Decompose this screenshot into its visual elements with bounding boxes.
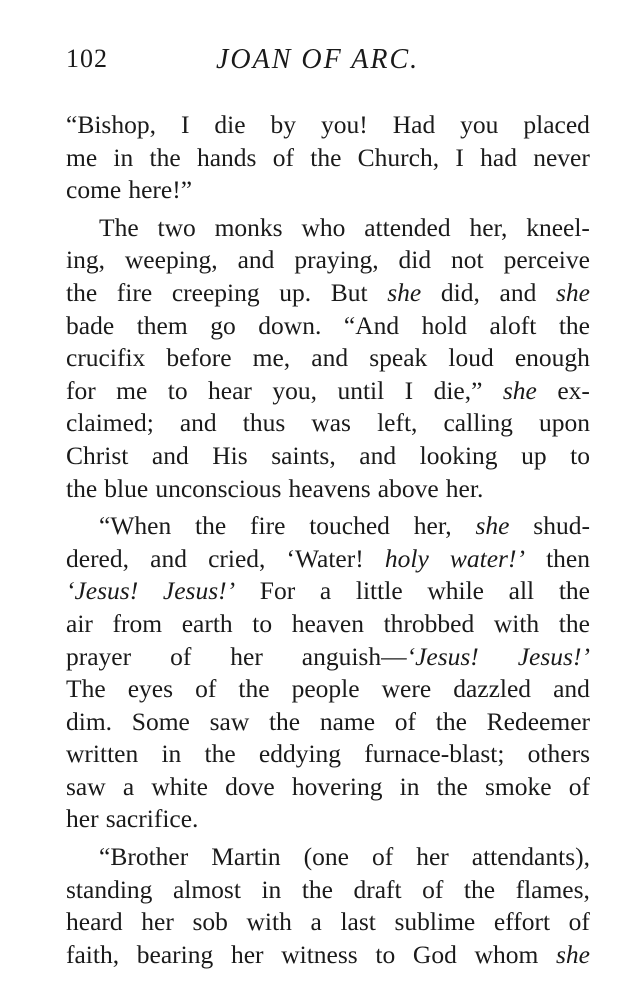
- text-line: dim. Some saw the name of the Redeemer: [66, 706, 590, 736]
- text-line: heard her sob with a last sublime effort of: [66, 907, 590, 937]
- body-text: [66, 109, 590, 971]
- text-line: air from earth to heaven throbbed with the: [66, 608, 590, 638]
- text-line: written in the eddying furnace-blast; others: [66, 739, 590, 769]
- text-line: for me to hear you, until I die,” she ex-: [66, 375, 590, 405]
- text-line: dered, and cried, ‘Water! holy water!’ then: [66, 543, 590, 573]
- running-title: JOAN OF ARC.: [216, 44, 420, 75]
- page-header: [66, 44, 590, 84]
- text-line: come here!”: [66, 175, 193, 205]
- text-line: claimed; and thus was left, calling upon: [66, 408, 590, 438]
- text-line: The two monks who attended her, kneel-: [99, 212, 590, 242]
- text-line: crucifix before me, and speak loud enough: [66, 343, 590, 373]
- text-line: The eyes of the people were dazzled and: [66, 674, 590, 704]
- text-line: ‘Jesus! Jesus!’ For a little while all the: [66, 576, 590, 606]
- paragraph: [66, 109, 590, 207]
- text-line: “When the fire touched her, she shud-: [99, 511, 590, 541]
- paragraph: [66, 212, 590, 505]
- text-line: Christ and His saints, and looking up to: [66, 440, 590, 470]
- paragraph: [66, 510, 590, 836]
- text-line: the blue unconscious heavens above her.: [66, 473, 484, 503]
- text-line: bade them go down. “And hold aloft the: [66, 310, 590, 340]
- text-line: “Bishop, I die by you! Had you placed: [66, 110, 590, 139]
- text-line: the fire creeping up. But she did, and she: [66, 277, 590, 307]
- text-line: prayer of her anguish—‘Jesus! Jesus!’: [66, 641, 590, 671]
- text-line: ing, weeping, and praying, did not perceive: [66, 245, 590, 275]
- text-line: “Brother Martin (one of her attendants),: [99, 842, 590, 872]
- text-line: standing almost in the draft of the flames,: [66, 874, 590, 904]
- paragraph: [66, 841, 590, 971]
- text-line: saw a white dove hovering in the smoke of: [66, 771, 590, 801]
- text-line: me in the hands of the Church, I had never: [66, 142, 590, 172]
- text-line: her sacrifice.: [66, 804, 199, 834]
- page-number: 102: [66, 44, 108, 73]
- text-line: faith, bearing her witness to God whom she: [66, 939, 590, 969]
